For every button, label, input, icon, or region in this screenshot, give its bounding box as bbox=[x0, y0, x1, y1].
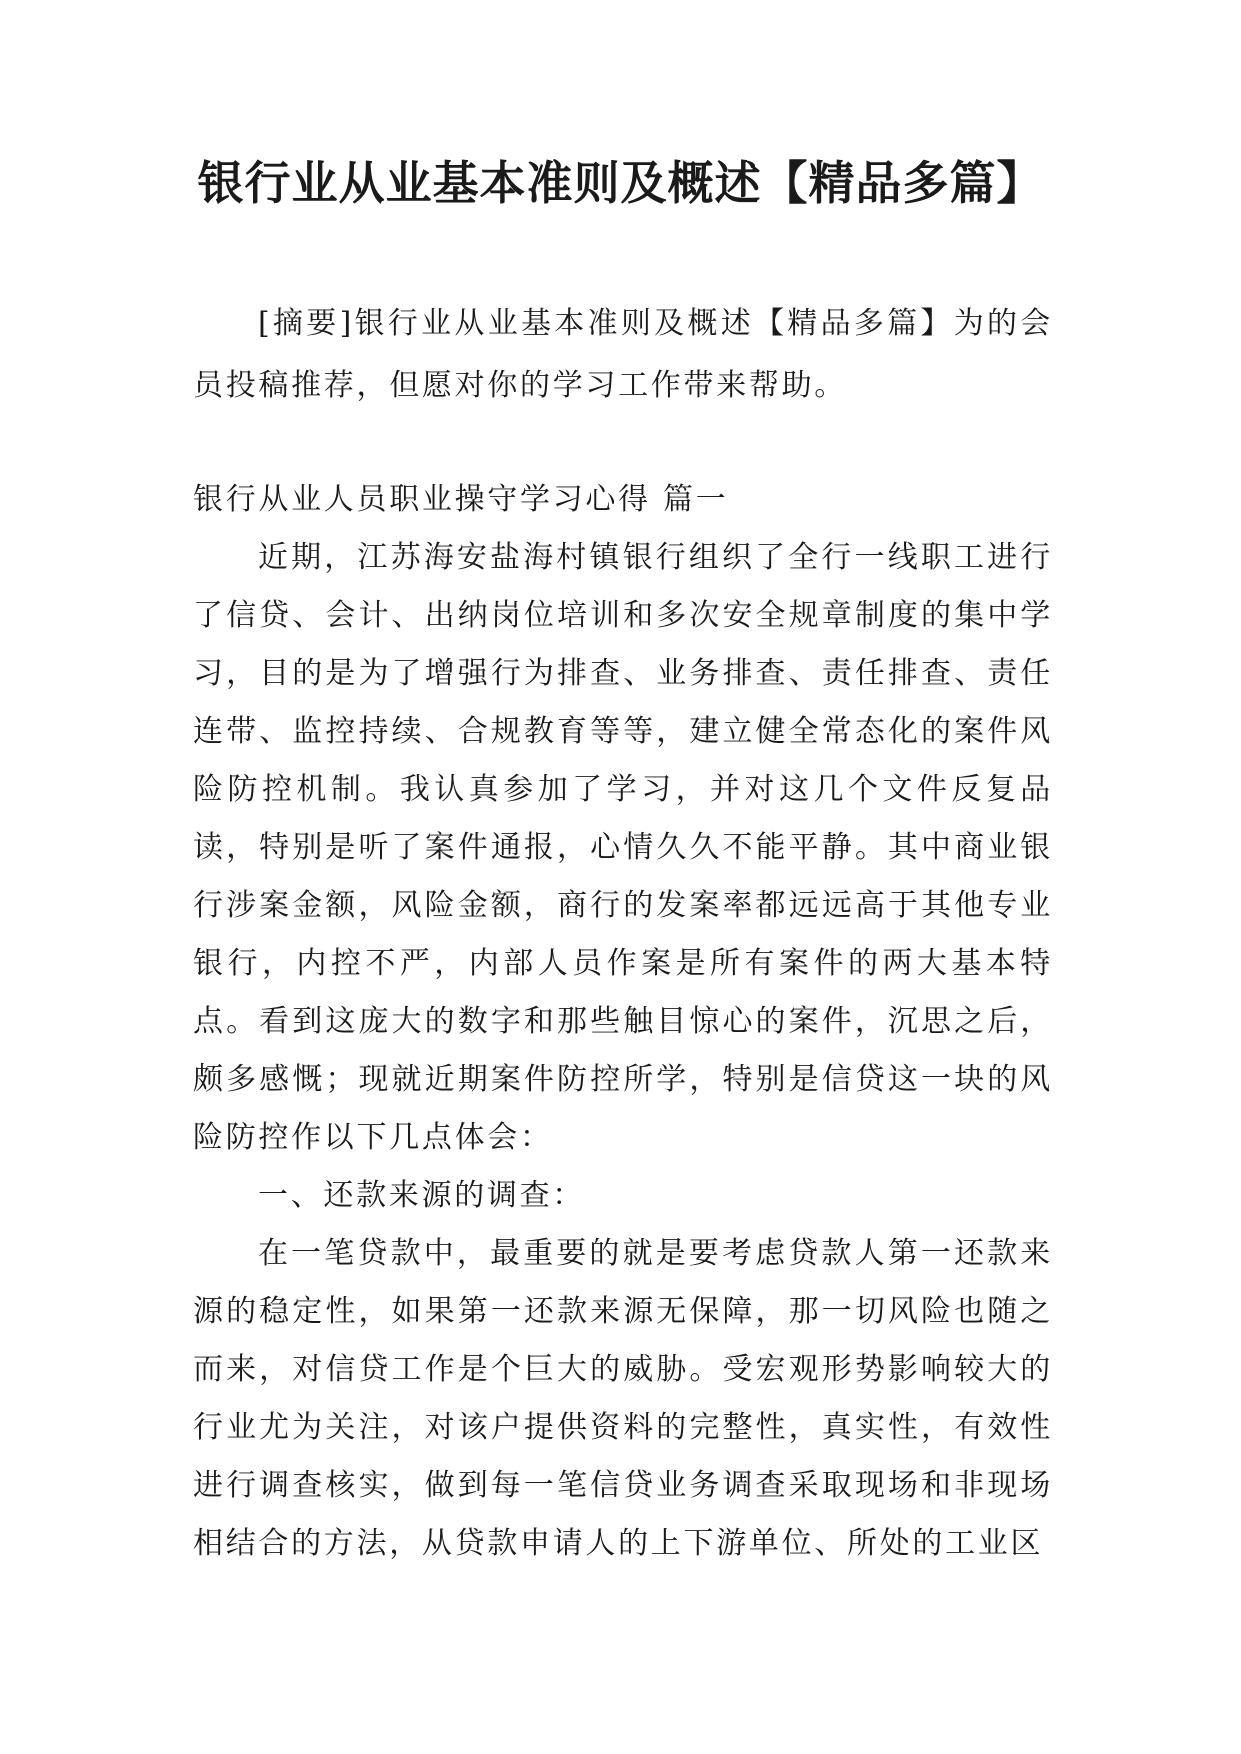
section-heading: 银行从业人员职业操守学习心得 篇一 bbox=[193, 482, 729, 517]
subsection-heading: 一、还款来源的调查： bbox=[258, 1178, 585, 1213]
body-paragraph: 在一笔贷款中，最重要的就是要考虑贷款人第一还款来源的稳定性，如果第一还款来源无保障，那一切风险也随之而来，对信贷工作是个巨大的威胁。受宏观形势影响较大的行业尤为关注，对该户提供资料的完整性，真实性，有效性进行调查核实，做到每一笔信贷业务调查采取现场和非现场相结合的方法，从贷款申请人的上下游单位、所处的工业区 bbox=[193, 1236, 1053, 1561]
document-title: 银行业从业基本准则及概述【精品多篇】 bbox=[197, 156, 1044, 210]
body-paragraph: 近期，江苏海安盐海村镇银行组织了全行一线职工进行了信贷、会计、出纳岗位培训和多次安全规章制度的集中学习，目的是为了增强行为排查、业务排查、责任排查、责任连带、监控持续、合规教育等等，建立健全常态化的案件风险防控机制。我认真参加了学习，并对这几个文件反复品读，特别是听了案件通报，心情久久不能平静。其中商业银行涉案金额，风险金额，商行的发案率都远远高于其他专业银行，内控不严，内部人员作案是所有案件的两大基本特点。看到这庞大的数字和那些触目惊心的案件，沉思之后，颇多感慨；现就近期案件防控所学，特别是信贷这一块的风险防控作以下几点体会： bbox=[193, 540, 1053, 1155]
abstract-paragraph: [摘要]银行业从业基本准则及概述【精品多篇】为的会员投稿推荐，但愿对你的学习工作带来帮助。 bbox=[193, 306, 1053, 403]
section-body bbox=[193, 471, 1053, 1573]
